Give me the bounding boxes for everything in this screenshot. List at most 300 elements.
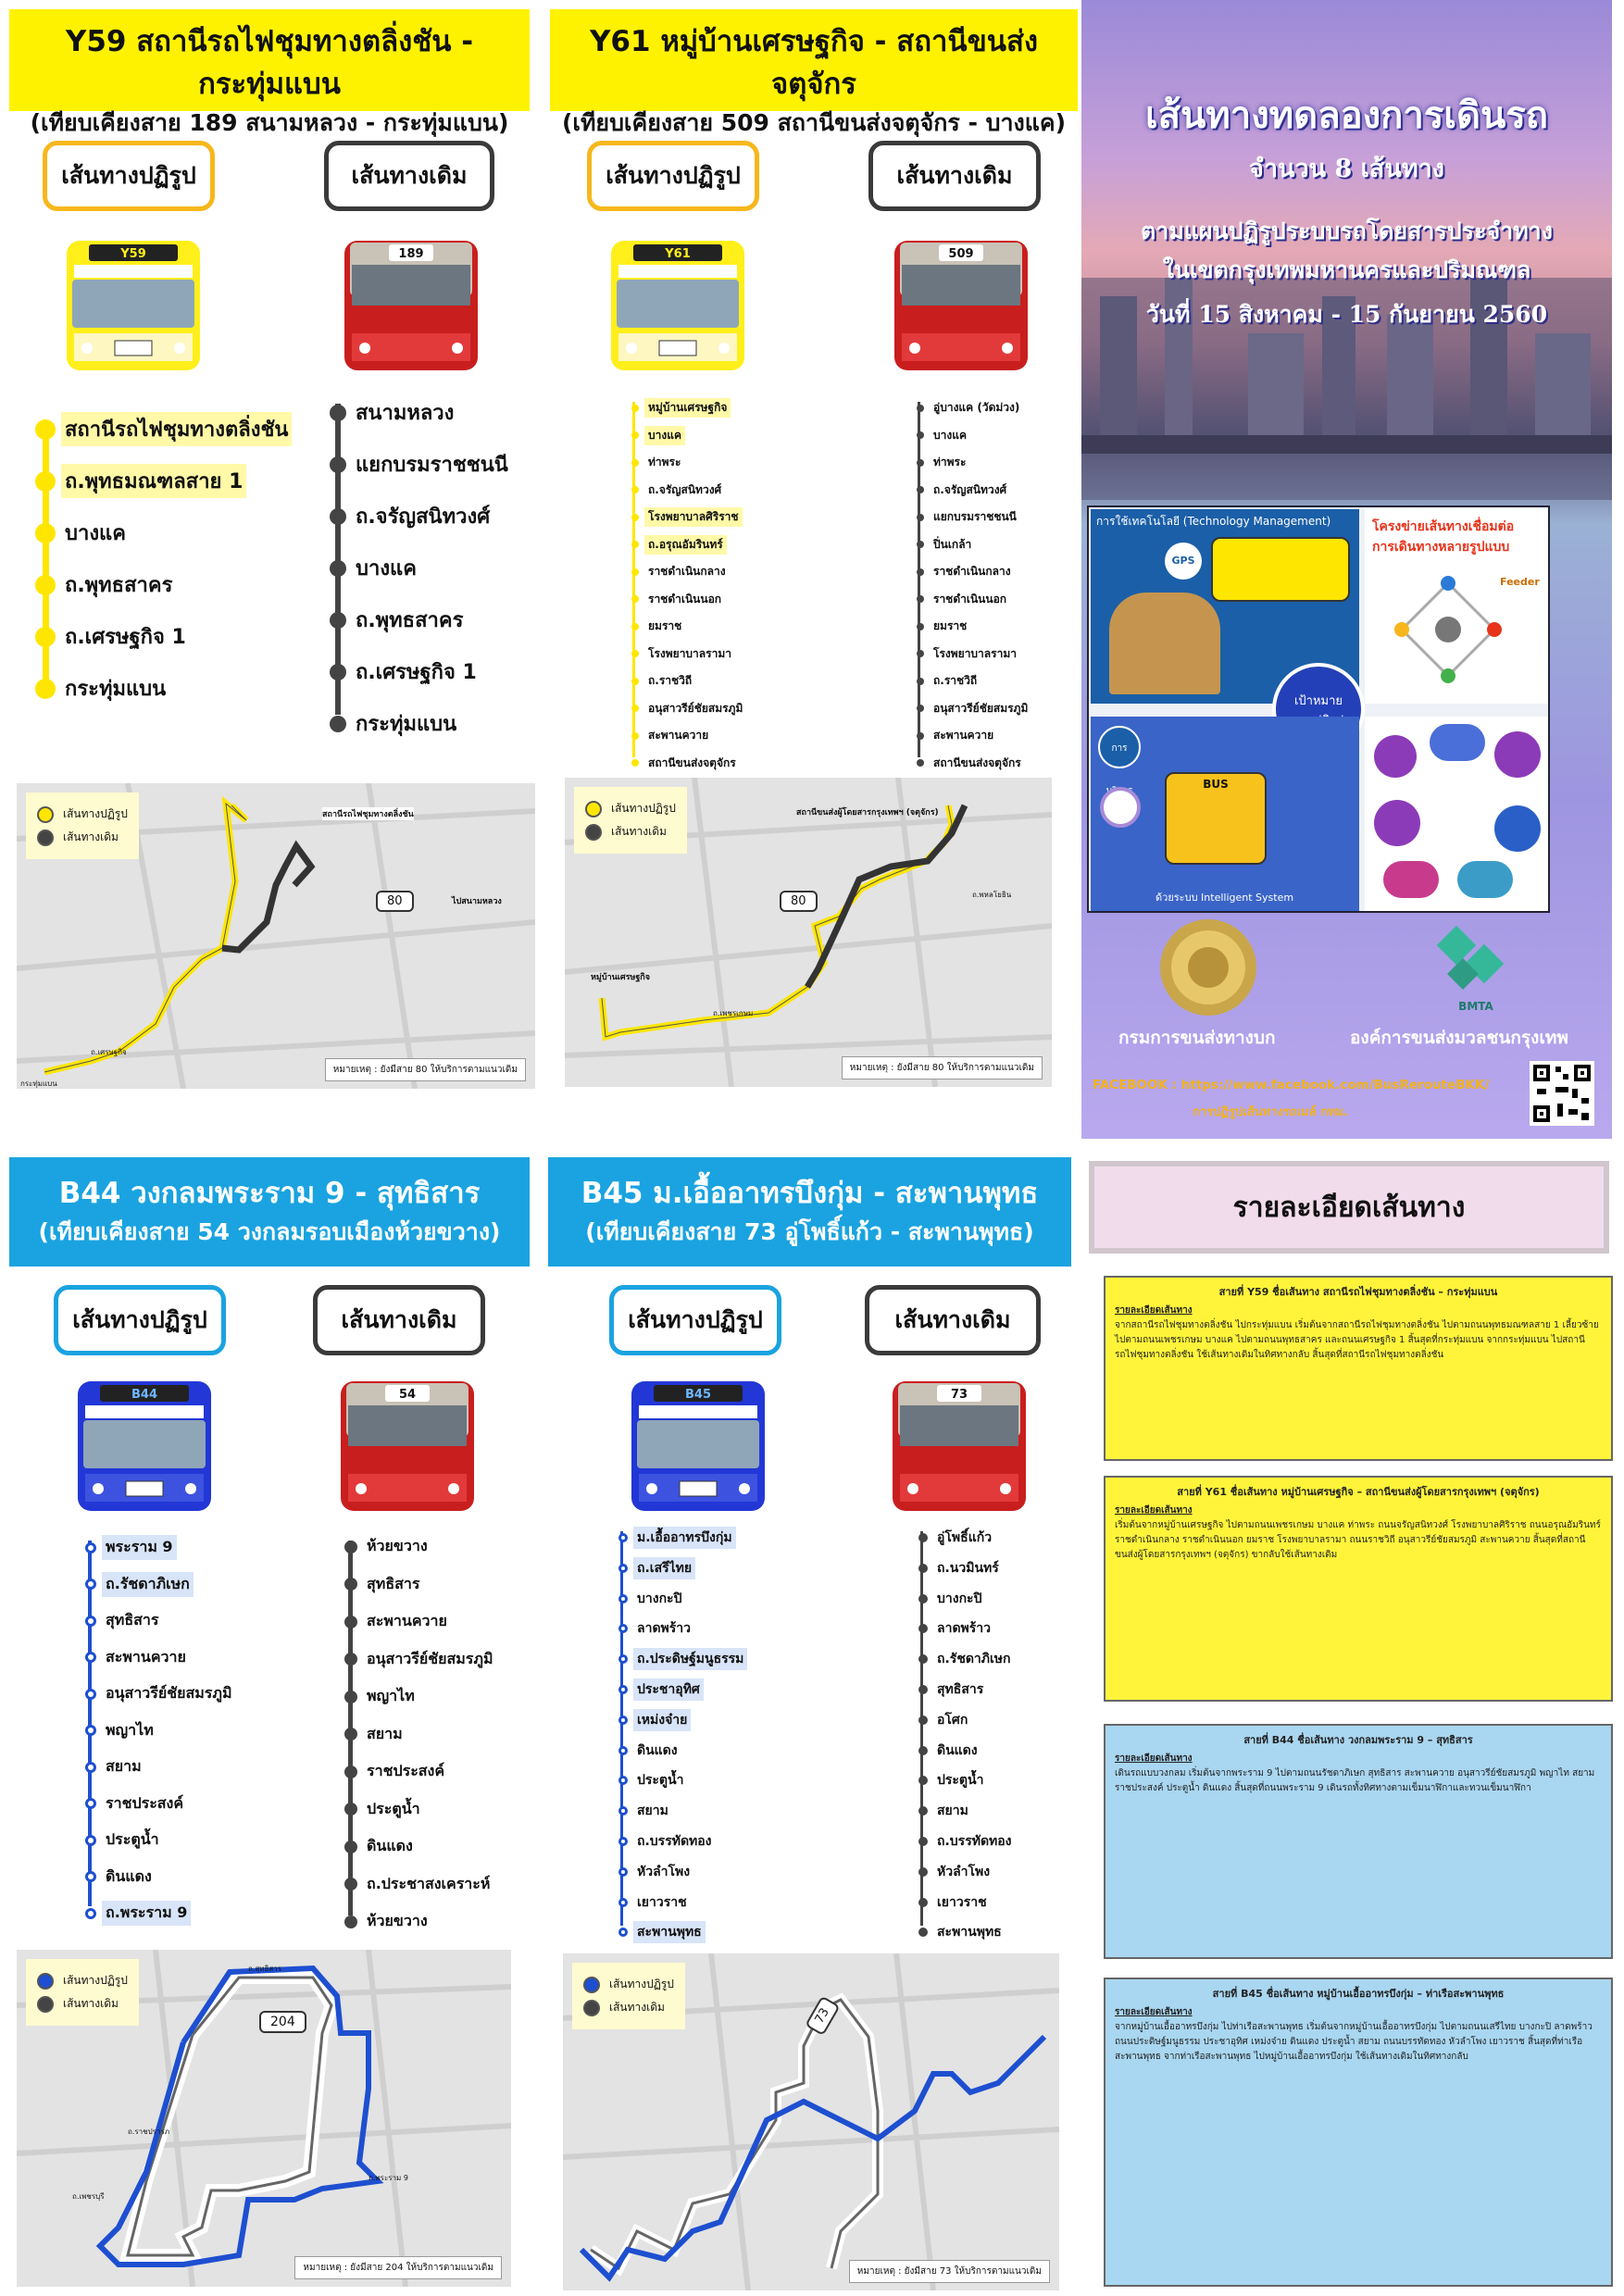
stop-name: พญาไท xyxy=(106,1720,154,1739)
facebook-caption: การปฏิรูปเส้นทางรถเมล์ กทม. xyxy=(1193,1105,1349,1119)
network-diagram-icon xyxy=(1393,574,1504,685)
stop-dot xyxy=(631,732,639,740)
legend-old-swatch xyxy=(583,2000,600,2016)
route-stop xyxy=(35,568,176,602)
route-stop xyxy=(618,1588,685,1610)
stop-dot xyxy=(918,1716,928,1725)
feeder-label: Feeder xyxy=(1500,576,1540,588)
stop-dot xyxy=(631,431,639,439)
legend-reform-swatch xyxy=(583,1977,600,1993)
route-stop xyxy=(917,699,1031,718)
legend-reform-label: เส้นทางปฏิรูป xyxy=(63,807,128,820)
stop-name: ถ.ราชวิถี xyxy=(648,674,693,687)
detail-box-y59 xyxy=(1104,1276,1613,1461)
network-title-1: โครงข่ายเส้นทางเชื่อมต่อ xyxy=(1372,519,1515,534)
route-stop xyxy=(631,726,712,745)
org-bmta-label: องค์การขนส่งมวลชนกรุงเทพ xyxy=(1350,1028,1568,1048)
legend-reform-label: เส้นทางปฏิรูป xyxy=(63,1974,128,1987)
stop-dot xyxy=(918,1898,928,1907)
legend-old-label: เส้นทางเดิม xyxy=(609,2001,665,2014)
map-place-label: ไปสนามหลวง xyxy=(452,897,502,906)
stop-name: พญาไท xyxy=(367,1687,415,1704)
old-route-button: เส้นทางเดิม xyxy=(324,141,494,211)
route-stop xyxy=(344,1722,406,1747)
stop-name: ปิ่นเกล้า xyxy=(933,537,972,551)
benefit-bubble xyxy=(1374,800,1420,846)
legend-reform-swatch xyxy=(37,806,54,823)
stop-dot xyxy=(35,575,56,595)
stop-dot xyxy=(917,514,924,521)
map-legend xyxy=(574,787,687,854)
old-bus-image xyxy=(335,1378,480,1516)
route-stop xyxy=(918,1800,972,1822)
bus-route-number: 509 xyxy=(948,247,974,261)
stop-name: อนุสาวรีย์ชัยสมรภูมิ xyxy=(933,701,1029,715)
stop-name: ถ.พระราม 9 xyxy=(102,1901,191,1926)
stop-name: บางกะปิ xyxy=(637,1591,682,1606)
stop-dot xyxy=(85,1762,96,1773)
stop-dot xyxy=(631,623,639,630)
stop-name: ราชดำเนินนอก xyxy=(933,592,1007,605)
stop-name: ถ.ประชาสงเคราะห์ xyxy=(367,1874,491,1892)
route-stop xyxy=(330,655,481,689)
stop-dot xyxy=(918,1746,928,1755)
detail-title: สายที่ Y61 ชื่อเส้นทาง หมู่บ้านเศรษฐกิจ – สถานีขนส่งผู้โดยสารกรุงเทพฯ (จตุจักร) xyxy=(1177,1486,1540,1498)
map-place-label: ถ.เพชรเกษม xyxy=(713,1009,754,1017)
route-stop xyxy=(618,1861,693,1883)
detail-title: สายที่ B45 ชื่อเส้นทาง หมู่บ้านเอื้ออาทรบึงกุ่ม – ท่าเรือสะพานพุทธ xyxy=(1212,1988,1505,2000)
stop-dot xyxy=(631,759,639,767)
map-place-label: ถ.สุทธิสาร xyxy=(248,1965,282,1973)
infographic xyxy=(1087,505,1550,913)
stop-dot xyxy=(631,541,639,548)
bus-route-number: B45 xyxy=(685,1388,711,1402)
stop-dot xyxy=(918,1654,928,1664)
route-stop xyxy=(85,1608,162,1633)
reform-bus-image xyxy=(72,1378,217,1516)
promo-dates: วันที่ 15 สิงหาคม - 15 กันยายน 2560 xyxy=(1145,301,1548,328)
route-title: B44 วงกลมพระราม 9 - สุทธิสาร xyxy=(58,1177,481,1210)
map-route-badge: 80 xyxy=(376,891,414,912)
route-stop xyxy=(344,1609,451,1634)
stop-name: สะพานพุทธ xyxy=(633,1921,706,1943)
route-stop xyxy=(631,590,725,609)
route-stop xyxy=(344,1759,448,1784)
route-map xyxy=(565,778,1052,1087)
stop-name: อโศก xyxy=(937,1712,968,1728)
reform-bus-image xyxy=(626,1378,770,1516)
stop-name: อู่โพธิ์แก้ว xyxy=(937,1530,993,1545)
route-stop xyxy=(85,1791,187,1816)
stop-name: ถ.พุทธมณฑลสาย 1 xyxy=(61,464,246,498)
map-legend xyxy=(26,1959,139,2026)
stop-dot xyxy=(330,612,346,629)
route-stop xyxy=(631,453,684,472)
stop-dot xyxy=(344,1803,357,1816)
old-route-button: เส้นทางเดิม xyxy=(868,141,1041,211)
reform-bus-image xyxy=(61,237,206,376)
stop-name: ประตูน้ำ xyxy=(637,1773,684,1789)
map-place-label: ถ.พระราม 9 xyxy=(369,2174,408,2182)
route-stop xyxy=(917,562,1015,581)
stop-dot xyxy=(35,471,56,492)
stop-dot xyxy=(344,1691,357,1703)
route-stop xyxy=(344,1647,496,1672)
reform-bus-image xyxy=(606,237,750,376)
stop-dot xyxy=(618,1867,628,1877)
detail-title: สายที่ B44 ชื่อเส้นทาง วงกลมพระราม 9 – สุทธิสาร xyxy=(1243,1734,1473,1746)
route-stop xyxy=(917,617,970,636)
stop-dot xyxy=(631,678,639,685)
stop-dot xyxy=(618,1746,628,1755)
stop-name: สะพานควาย xyxy=(106,1647,186,1666)
facebook-link[interactable]: FACEBOOK : https://www.facebook.com/BusRerouteBKK/ xyxy=(1093,1078,1490,1092)
detail-body: จากสถานีรถไฟชุมทางตลิ่งชัน ไปกระทุ่มแบน เริ่มต้นจากสถานีรถไฟชุมทางตลิ่งชัน ไปตามถนนพุทธมณฑลสาย 1 เลี้ยวซ้ายไปตามถนนเพชรเกษม บางแค ไปตามถนนพุทธสาคร และถนนเศรษฐกิจ 1 สิ้นสุดที่กระทุ่มแบน จากกระทุ่มแบน ไปสถานีรถไฟชุมทางตลิ่งชัน ใช้เส้นทางเดิมในทิศทางกลับ สิ้นสุดที่สถานีรถไฟชุมทางตลิ่งชัน xyxy=(1115,1320,1599,1360)
gps-icon: GPS xyxy=(1165,543,1202,580)
stop-dot xyxy=(85,1835,96,1846)
stop-dot xyxy=(918,1776,928,1785)
legend-old-label: เส้นทางเดิม xyxy=(611,825,667,838)
stop-dot xyxy=(344,1728,357,1741)
map-note: หมายเหตุ : ยังมีสาย 80 ให้บริการตามแนวเดิม xyxy=(842,1056,1043,1079)
stop-dot xyxy=(85,1652,96,1663)
reform-route-button: เส้นทางปฏิรูป xyxy=(609,1285,781,1355)
route-stop xyxy=(85,1681,235,1706)
stop-dot xyxy=(631,405,639,412)
network-panel xyxy=(1365,509,1548,704)
route-stop xyxy=(618,1740,681,1762)
stop-dot xyxy=(344,1541,357,1554)
stop-dot xyxy=(618,1624,628,1633)
reform-route-button: เส้นทางปฏิรูป xyxy=(587,141,759,211)
stop-name: แยกบรมราชชนนี xyxy=(356,454,508,477)
route-stop xyxy=(918,1588,985,1610)
stop-dot xyxy=(330,560,346,577)
map-place-label: ถ.พหลโยธิน xyxy=(972,891,1012,899)
stop-dot xyxy=(917,431,924,439)
stop-dot xyxy=(917,732,924,740)
stop-name: ถ.เศรษฐกิจ 1 xyxy=(356,661,477,684)
route-title: Y61 หมู่บ้านเศรษฐกิจ - สถานีขนส่งจตุจักร xyxy=(589,25,1039,101)
stop-dot xyxy=(85,1871,96,1882)
route-stop xyxy=(85,1828,163,1853)
stop-name: ดินแดง xyxy=(937,1742,978,1758)
stop-name: โรงพยาบาลรามา xyxy=(648,646,731,660)
benefit-bubble xyxy=(1457,861,1513,898)
stop-dot xyxy=(344,1915,357,1928)
stop-dot xyxy=(35,679,56,699)
detail-lead: รายละเอียดเส้นทาง xyxy=(1115,1305,1193,1316)
stop-name: บางแค xyxy=(65,522,126,545)
map-place-label: ถ.เศรษฐกิจ xyxy=(91,1048,127,1056)
detail-body: เดินรถแบบวงกลม เริ่มต้นจากพระราม 9 ไปตามถนนรัชดาภิเษก สุทธิสาร สะพานควาย อนุสาวรีย์ชัยสมรภูมิ พญาไท สยาม ราชประสงค์ ประตูน้ำ ดินแดง สิ้นสุดที่ถนนพระราม 9 เดินรถทั้งทิศทางตามเข็มนาฬิกาและทวนเข็มนาฬิกา xyxy=(1115,1768,1595,1793)
stop-name: ท่าพระ xyxy=(933,455,967,468)
route-map xyxy=(17,783,535,1089)
stop-dot xyxy=(330,456,346,473)
route-stop xyxy=(918,1891,991,1914)
stop-dot xyxy=(917,650,924,657)
route-stop xyxy=(618,1921,706,1943)
stop-name: บางแค xyxy=(356,557,417,580)
stop-name: สยาม xyxy=(367,1724,403,1742)
stop-dot xyxy=(918,1806,928,1816)
detail-lead: รายละเอียดเส้นทาง xyxy=(1115,2007,1193,2017)
dlt-seal-logo xyxy=(1157,917,1259,1018)
route-stop xyxy=(344,1797,424,1822)
route-stop xyxy=(917,398,1023,418)
legend-old-label: เส้นทางเดิม xyxy=(63,830,119,843)
stop-dot xyxy=(918,1624,928,1633)
stop-name: ราชประสงค์ xyxy=(106,1793,184,1812)
route-stop xyxy=(330,706,460,741)
stop-dot xyxy=(918,1837,928,1846)
legend-old-swatch xyxy=(37,830,54,846)
stop-name: ท่าพระ xyxy=(648,455,681,468)
route-stop xyxy=(917,453,969,472)
route-stop xyxy=(918,1861,993,1883)
stop-dot xyxy=(35,419,56,440)
map-route-badge: 204 xyxy=(259,2011,306,2033)
map-legend xyxy=(26,792,139,859)
goal-line-1: เป้าหมาย xyxy=(1293,694,1343,708)
route-stop xyxy=(85,1572,194,1597)
benefits-panel xyxy=(1365,717,1548,911)
stop-name: ประตูน้ำ xyxy=(937,1773,984,1789)
stop-name: อนุสาวรีย์ชัยสมรภูมิ xyxy=(648,701,743,715)
stop-dot xyxy=(344,1653,357,1666)
route-stop xyxy=(631,398,731,418)
route-stop xyxy=(618,1830,716,1853)
route-stop xyxy=(917,754,1025,773)
detail-box-b44 xyxy=(1104,1724,1613,1959)
route-stop xyxy=(631,617,685,636)
stop-dot xyxy=(618,1654,628,1664)
stop-name: เหม่งจ๋าย xyxy=(633,1709,691,1731)
org-dlt-label: กรมการขนส่งทางบก xyxy=(1118,1028,1276,1048)
detail-title: สายที่ Y59 ชื่อเส้นทาง สถานีรถไฟชุมทางตลิ่งชัน – กระทุ่มแบน xyxy=(1218,1286,1498,1298)
stop-name: ยมราช xyxy=(648,619,682,632)
route-subtitle: (เทียบเคียงสาย 509 สถานีขนส่งจตุจักร - บางแค) xyxy=(561,109,1067,136)
map-note: หมายเหตุ : ยังมีสาย 73 ให้บริการตามแนวเดิม xyxy=(849,2260,1050,2283)
route-stop xyxy=(917,726,997,745)
stop-name: กระทุ่มแบน xyxy=(356,713,457,736)
stop-name: สุทธิสาร xyxy=(106,1611,159,1628)
route-stop xyxy=(618,1557,695,1579)
bus-route-number: B44 xyxy=(131,1388,157,1402)
route-stop xyxy=(917,590,1010,609)
stop-name: บางแค xyxy=(933,428,967,442)
route-stop xyxy=(330,447,512,481)
stop-name: สนามหลวง xyxy=(356,402,455,425)
route-stop xyxy=(85,1901,191,1926)
route-stop xyxy=(330,551,420,585)
route-stop xyxy=(35,619,190,654)
old-bus-image xyxy=(887,1378,1031,1516)
legend-old-swatch xyxy=(37,1996,54,2013)
stop-name: สยาม xyxy=(937,1803,968,1819)
route-stop xyxy=(85,1535,177,1560)
promo-title: เส้นทางทดลองการเดินรถ xyxy=(1144,94,1549,137)
route-stop xyxy=(344,1834,417,1859)
stop-name: พระราม 9 xyxy=(102,1535,177,1560)
stop-name: ถ.บรรทัดทอง xyxy=(937,1834,1012,1849)
legend-old-label: เส้นทางเดิม xyxy=(63,1997,119,2010)
old-route-button: เส้นทางเดิม xyxy=(865,1285,1041,1355)
stop-dot xyxy=(917,759,924,767)
stop-dot xyxy=(631,514,639,521)
old-route-button: เส้นทางเดิม xyxy=(313,1285,485,1355)
map-note: หมายเหตุ : ยังมีสาย 204 ให้บริการตามแนวเดิม xyxy=(294,2256,502,2279)
stop-dot xyxy=(85,1725,96,1736)
route-header xyxy=(550,9,1078,136)
tech-label: การใช้เทคโนโลยี (Technology Management) xyxy=(1096,515,1331,528)
stop-dot xyxy=(618,1685,628,1694)
route-stop xyxy=(618,1617,694,1640)
map-place-label: กระทุ่มแบน xyxy=(20,1079,57,1088)
stop-name: อนุสาวรีย์ชัยสมรภูมิ xyxy=(106,1684,232,1702)
stop-name: ถ.พุทธสาคร xyxy=(356,609,464,632)
stop-dot xyxy=(85,1578,96,1590)
route-subtitle: (เทียบเคียงสาย 189 สนามหลวง - กระทุ่มแบน) xyxy=(30,109,509,136)
map-place-label: สถานีขนส่งผู้โดยสารกรุงเทพฯ (จตุจักร) xyxy=(796,808,939,817)
stop-dot xyxy=(918,1685,928,1694)
legend-old-swatch xyxy=(585,824,602,841)
route-stop xyxy=(35,516,130,550)
city-skyline xyxy=(1081,0,1612,500)
route-map xyxy=(17,1950,511,2287)
stop-name: ราชดำเนินกลาง xyxy=(933,565,1011,578)
workers-image xyxy=(1109,593,1220,694)
stop-dot xyxy=(618,1928,628,1937)
route-stop xyxy=(917,480,1010,500)
map-place-label: หมู่บ้านเศรษฐกิจ xyxy=(591,973,651,982)
stop-name: ถ.อรุณอัมรินทร์ xyxy=(644,535,727,555)
reform-route-button: เส้นทางปฏิรูป xyxy=(43,141,215,211)
stop-name: หัวลำโพง xyxy=(637,1864,691,1879)
stop-dot xyxy=(85,1616,96,1627)
stop-dot xyxy=(85,1542,96,1554)
bus-route-number: Y59 xyxy=(120,247,146,261)
stop-dot xyxy=(330,405,346,421)
stop-name: สุทธิสาร xyxy=(367,1574,420,1592)
service-panel xyxy=(1091,717,1359,911)
stop-name: สะพานพุทธ xyxy=(937,1925,1002,1940)
detail-box-y61 xyxy=(1104,1476,1613,1702)
route-stop xyxy=(85,1718,157,1743)
bus-route-number: 54 xyxy=(398,1388,417,1402)
benefit-bubble xyxy=(1383,861,1439,898)
stop-dot xyxy=(344,1841,357,1853)
stop-name: สยาม xyxy=(106,1757,142,1775)
stop-dot xyxy=(917,705,924,712)
stop-dot xyxy=(35,523,56,543)
route-stop xyxy=(330,499,493,533)
stop-name: ยมราช xyxy=(933,619,968,632)
route-map xyxy=(563,1953,1059,2290)
stop-name: ถ.จรัญสนิทวงศ์ xyxy=(933,482,1007,496)
map-legend xyxy=(572,1963,685,2029)
old-bus-image xyxy=(889,237,1033,376)
route-stop xyxy=(618,1648,747,1670)
route-header xyxy=(548,1157,1071,1267)
stop-name: ถ.รัชดาภิเษก xyxy=(102,1572,194,1597)
map-route-badge: 80 xyxy=(780,891,818,912)
promo-panel xyxy=(1081,0,1612,1139)
route-subtitle: (เทียบเคียงสาย 73 อู่โพธิ์แก้ว - สะพานพุทธ) xyxy=(585,1218,1034,1245)
stop-dot xyxy=(917,623,924,630)
stop-name: กระทุ่มแบน xyxy=(65,678,167,701)
benefit-bubble xyxy=(1374,735,1417,778)
route-stop xyxy=(35,464,246,498)
legend-reform-swatch xyxy=(37,1973,54,1990)
route-stop xyxy=(618,1800,672,1822)
route-stop xyxy=(344,1909,431,1934)
stop-name: สุทธิสาร xyxy=(937,1682,984,1697)
ev-bus-icon xyxy=(1211,537,1350,602)
stop-dot xyxy=(85,1908,96,1919)
stop-name: ดินแดง xyxy=(106,1866,152,1885)
route-stop xyxy=(618,1769,687,1791)
stop-name: ดินแดง xyxy=(367,1837,413,1854)
bus-sign: BUS xyxy=(1203,778,1229,791)
route-stop xyxy=(918,1648,1015,1670)
stop-dot xyxy=(344,1766,357,1778)
stop-dot xyxy=(618,1594,628,1603)
route-stop xyxy=(85,1865,156,1890)
reform-route-button: เส้นทางปฏิรูป xyxy=(54,1285,226,1355)
stop-dot xyxy=(618,1806,628,1816)
route-stop xyxy=(631,754,740,773)
stop-dot xyxy=(330,716,346,732)
stop-dot xyxy=(631,459,639,467)
stop-name: ราชดำเนินกลาง xyxy=(648,565,726,578)
route-stop xyxy=(918,1921,1006,1943)
stop-name: สะพานควาย xyxy=(933,729,994,742)
stop-dot xyxy=(917,541,924,548)
map-route-badge: 73 xyxy=(805,1996,840,2036)
stop-dot xyxy=(917,486,924,493)
stop-name: ราชประสงค์ xyxy=(367,1762,445,1779)
route-header xyxy=(9,9,530,136)
bus-route-number: 189 xyxy=(398,247,424,261)
stop-name: ราชดำเนินนอก xyxy=(648,592,722,605)
stop-dot xyxy=(631,486,639,493)
legend-reform-label: เส้นทางปฏิรูป xyxy=(609,1978,674,1990)
stop-name: สะพานควาย xyxy=(648,729,709,742)
detail-box-b45 xyxy=(1104,1978,1613,2287)
detail-body: จากหมู่บ้านเอื้ออาทรบึงกุ่ม ไปท่าเรือสะพานพุทธ เริ่มต้นจากหมู่บ้านเอื้ออาทรบึงกุ่ม ไปตามถนนเสรีไทย บางกะปิ ลาดพร้าว ถนนประดิษฐ์มนูธรรม ประชาอุทิศ เหม่งจ๋าย ดินแดง ประตูน้ำ สยาม ถนนบรรทัดทอง หัวลำโพง เยาวราช สิ้นสุดที่ท่าเรือสะพานพุทธ จากท่าเรือสะพานพุทธ ไปหมู่บ้านเอื้ออาทรบึงกุ่ม ใช้เส้นทางเดิมในทิศทางกลับ xyxy=(1115,2022,1593,2062)
legend-reform-swatch xyxy=(585,801,602,817)
route-stop xyxy=(618,1678,704,1701)
route-stop xyxy=(917,671,981,691)
bus-route-number: Y61 xyxy=(665,247,691,261)
route-stop xyxy=(917,535,975,555)
route-subtitle: (เทียบเคียงสาย 54 วงกลมรอบเมืองห้วยขวาง) xyxy=(38,1218,501,1245)
detail-lead: รายละเอียดเส้นทาง xyxy=(1115,1753,1193,1764)
route-stop xyxy=(344,1534,431,1559)
stop-name: ถ.รัชดาภิเษก xyxy=(937,1652,1011,1667)
stop-name: ประชาอุทิศ xyxy=(633,1678,704,1701)
route-stop xyxy=(631,507,743,527)
promo-count: จำนวน 8 เส้นทาง xyxy=(1249,155,1444,183)
stop-name: หัวลำโพง xyxy=(937,1864,991,1879)
stop-dot xyxy=(330,508,346,525)
stop-dot xyxy=(918,1594,928,1603)
stop-dot xyxy=(917,405,924,412)
qr-code[interactable] xyxy=(1530,1061,1594,1126)
benefit-bubble xyxy=(1430,724,1485,761)
route-header xyxy=(9,1157,530,1267)
